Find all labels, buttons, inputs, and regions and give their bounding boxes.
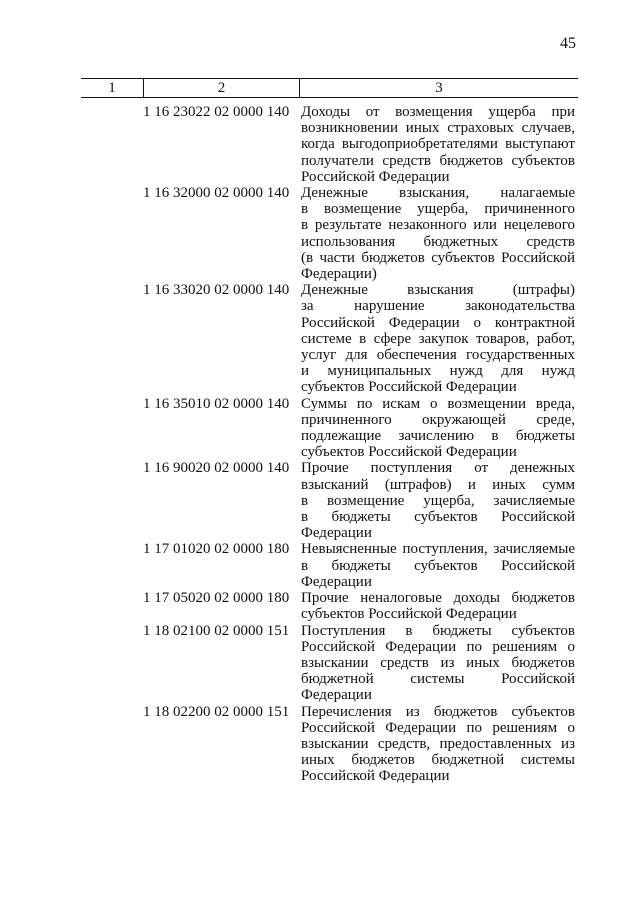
table-row — [0, 541, 638, 590]
revenue-description — [301, 185, 575, 282]
budget-classification-code: 1 16 23022 02 0000 140 — [143, 104, 290, 120]
description-line: в результате незаконного или нецелевого — [301, 217, 575, 234]
description-line: Денежные взыскания, налагаемые — [301, 185, 575, 202]
description-line: бюджетной системы Российской — [301, 671, 575, 688]
budget-classification-code: 1 16 90020 02 0000 140 — [143, 460, 290, 477]
table-row — [0, 460, 638, 541]
revenue-description — [301, 104, 575, 185]
description-line: Прочие поступления от денежных — [301, 460, 575, 477]
budget-classification-code: 1 18 02100 02 0000 151 — [143, 622, 290, 639]
budget-classification-code: 1 16 33020 02 0000 140 — [143, 282, 290, 299]
description-line: взыскании средств из иных бюджетов — [301, 654, 575, 671]
description-line: Невыясненные поступления, зачисляемые — [301, 541, 575, 558]
header-column-1: 1 — [81, 79, 144, 97]
description-line: субъектов Российской Федерации — [301, 444, 517, 461]
table-row — [0, 623, 638, 704]
description-line: использования бюджетных средств — [301, 233, 575, 250]
table-row — [0, 282, 638, 395]
revenue-description — [301, 704, 575, 785]
description-line: Федерации — [301, 687, 372, 704]
description-line: Российской Федерации — [301, 768, 450, 785]
table-row — [0, 104, 638, 185]
description-line: Прочие неналоговые доходы бюджетов — [301, 590, 575, 607]
description-line: Федерации — [301, 573, 372, 590]
table-body — [0, 104, 638, 785]
description-line: (в части бюджетов субъектов Российской — [301, 249, 575, 266]
description-line: субъектов Российской Федерации — [301, 379, 517, 396]
description-line: иных бюджетов бюджетной системы — [301, 752, 575, 769]
revenue-description — [301, 590, 575, 622]
page-number: 45 — [560, 35, 576, 52]
header-column-2: 2 — [144, 79, 300, 97]
description-line: Суммы по искам о возмещении вреда, — [301, 395, 575, 412]
description-line: причиненного окружающей среде, — [301, 411, 575, 428]
description-line: системе в сфере закупок товаров, работ, — [301, 330, 575, 347]
revenue-description — [301, 541, 575, 590]
table-row — [0, 704, 638, 785]
description-line: получатели средств бюджетов субъектов — [301, 152, 575, 169]
description-line: Доходы от возмещения ущерба при — [301, 104, 575, 120]
description-line: Перечисления из бюджетов субъектов — [301, 703, 575, 720]
description-line: и муниципальных нужд для нужд — [301, 363, 575, 380]
revenue-description — [301, 623, 575, 704]
description-line: взыскании средств, предоставленных из — [301, 735, 575, 752]
description-line: когда выгодоприобретателями выступают — [301, 136, 575, 153]
description-line: подлежащие зачислению в бюджеты — [301, 428, 575, 445]
description-line: в бюджеты субъектов Российской — [301, 509, 575, 526]
budget-classification-code: 1 16 32000 02 0000 140 — [143, 185, 290, 202]
description-line: в бюджеты субъектов Российской — [301, 557, 575, 574]
description-line: Российской Федерации по решениям о — [301, 719, 575, 736]
revenue-description — [301, 460, 575, 541]
description-line: взысканий (штрафов) и иных сумм — [301, 476, 575, 493]
table-row — [0, 185, 638, 282]
budget-classification-code: 1 16 35010 02 0000 140 — [143, 395, 290, 412]
description-line: Федерации — [301, 525, 372, 542]
table-header — [81, 78, 578, 98]
description-line: Поступления в бюджеты субъектов — [301, 622, 575, 639]
budget-classification-code: 1 17 01020 02 0000 180 — [143, 541, 290, 558]
description-line: Российской Федерации по решениям о — [301, 638, 575, 655]
description-line: Денежные взыскания (штрафы) — [301, 282, 575, 299]
revenue-description — [301, 396, 575, 461]
description-line: за нарушение законодательства — [301, 298, 575, 315]
table-row — [0, 396, 638, 461]
budget-classification-code: 1 17 05020 02 0000 180 — [143, 590, 290, 607]
description-line: субъектов Российской Федерации — [301, 606, 517, 623]
header-column-3: 3 — [435, 80, 443, 96]
budget-classification-code: 1 18 02200 02 0000 151 — [143, 703, 290, 720]
description-line: в возмещение ущерба, зачисляемые — [301, 492, 575, 509]
description-line: Российской Федерации — [301, 168, 450, 185]
description-line: Федерации) — [301, 266, 377, 283]
table-row — [0, 590, 638, 622]
description-line: возникновении иных страховых случаев, — [301, 120, 575, 137]
description-line: в возмещение ущерба, причиненного — [301, 201, 575, 218]
description-line: услуг для обеспечения государственных — [301, 347, 575, 364]
description-line: Российской Федерации о контрактной — [301, 314, 575, 331]
revenue-description — [301, 282, 575, 395]
